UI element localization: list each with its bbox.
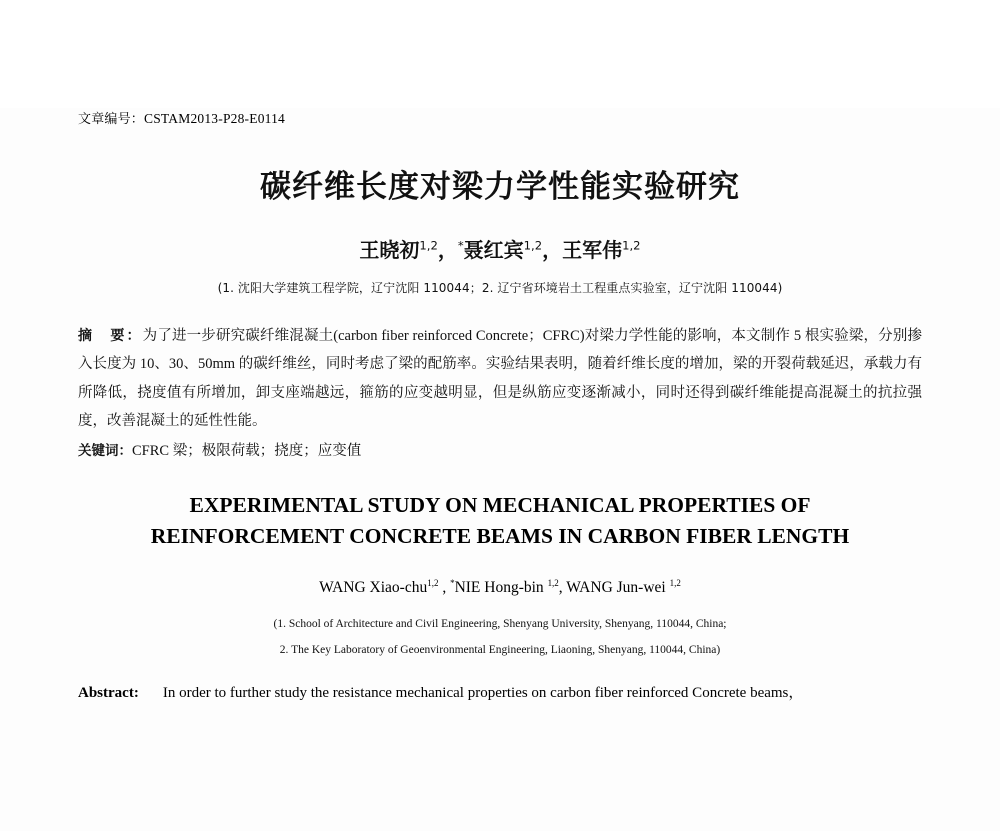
english-affiliation-2: 2. The Key Laboratory of Geoenvironmental Engineering, Liaoning, Shenyang, 110044, China) xyxy=(279,643,721,656)
english-title xyxy=(78,490,922,552)
chinese-keywords-text: CFRC 梁；极限荷载；挠度；应变值 xyxy=(132,443,362,460)
chinese-affiliation: (1. 沈阳大学建筑工程学院，辽宁沈阳 110044；2. 辽宁省环境岩土工程重点实验室，辽宁沈阳 110044) xyxy=(217,281,783,295)
chinese-abstract xyxy=(78,322,922,435)
chinese-authors: 王晓初$^{1,2}$，*聂红宾$^{1,2}$，王军伟$^{1,2}$ xyxy=(359,238,641,262)
english-abstract-label: Abstract: xyxy=(78,684,139,701)
english-abstract xyxy=(78,682,922,705)
article-number-value: CSTAM2013-P28-E0114 xyxy=(144,111,285,126)
english-title-line-1: EXPERIMENTAL STUDY ON MECHANICAL PROPERTIES OF xyxy=(189,493,811,518)
chinese-abstract-label: 摘 要： xyxy=(78,328,143,344)
chinese-keywords-label: 关键词： xyxy=(78,443,132,460)
chinese-abstract-text: 为了进一步研究碳纤维混凝土(carbon fiber reinforced Concrete；CFRC)对梁力学性能的影响，本文制作 5 根实验梁，分别掺入长度为 10、30、50mm 的碳纤维丝，同时考虑了梁的配筋率。实验结果表明，随着纤维长度的增加，梁的开裂荷载延迟，承载力有所降低，挠度值有所增加，卸支座端越远，箍筋的应变越明显，但是纵筋应变逐渐减小，同时还得到碳纤维能提高混凝土的抗拉强度，改善混凝土的延性性能。 xyxy=(78,328,922,429)
chinese-keywords xyxy=(78,439,922,460)
chinese-title: 碳纤维长度对梁力学性能实验研究 xyxy=(260,169,740,205)
article-number-label: 文章编号： xyxy=(78,112,145,127)
english-affiliation-1: (1. School of Architecture and Civil Engineering, Shenyang University, Shenyang, 110044, China; xyxy=(273,617,727,630)
english-title-line-2: REINFORCEMENT CONCRETE BEAMS IN CARBON FIBER LENGTH xyxy=(150,524,850,549)
english-authors: WANG Xiao-chu$^{1,2}$ , *NIE Hong-bin $^{1,2}$, WANG Jun-wei $^{1,2}$ xyxy=(319,578,681,597)
english-abstract-text: In order to further study the resistance mechanical properties on carbon fiber reinforced Concrete beams， xyxy=(162,684,804,701)
article-number xyxy=(78,108,922,127)
